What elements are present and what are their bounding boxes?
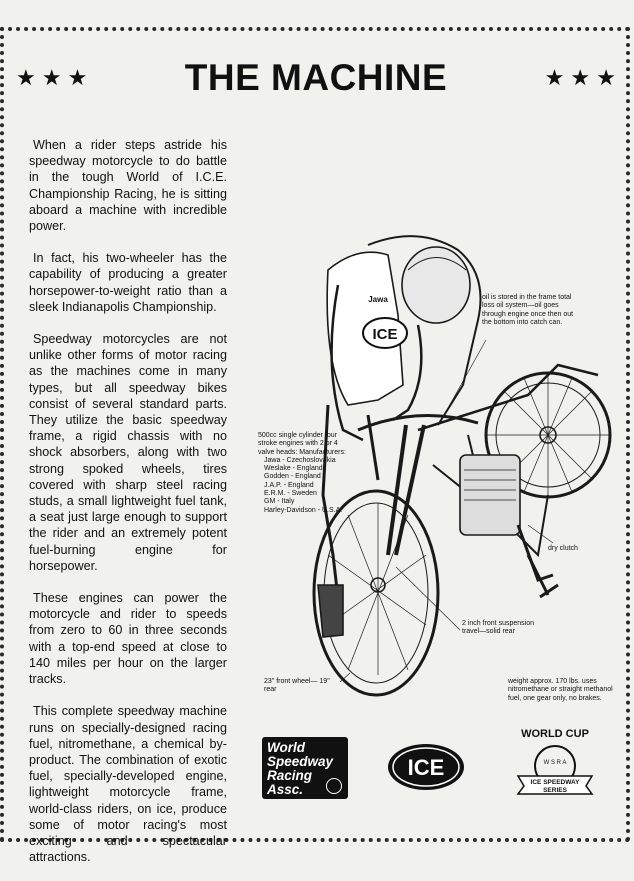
world-cup-logo (510, 728, 600, 802)
paragraph: In fact, his two-wheeler has the capability of producing a greater horsepower-to-weight ratio than a sleek Indianapolis Championship. (29, 251, 227, 314)
list-item: Harley-Davidson - U.S.A. (264, 506, 343, 514)
list-item: J.A.P. - England (264, 481, 314, 489)
list-item: Weslake - England (264, 465, 323, 473)
manufacturer-list (258, 457, 354, 515)
suspension-note: 2 inch front suspension travel—solid rear (462, 620, 534, 636)
world-cup-emblem (510, 740, 600, 800)
stars-left: ★ ★ ★ (16, 65, 88, 90)
wheel-note: 23" front wheel— 19" rear (264, 678, 330, 694)
globe-icon (326, 778, 342, 794)
world-cup-letters: W S R A (543, 760, 567, 766)
wsra-line: Speedway (267, 754, 334, 769)
world-cup-ribbon: ICE SPEEDWAY (530, 779, 580, 786)
engine-note (258, 432, 354, 515)
wsra-line: Racing (267, 768, 313, 783)
wsra-line: World (267, 740, 305, 755)
title-row (16, 58, 616, 98)
weight-note: weight approx. 170 lbs. uses nitromethane or straight methanol fuel, one gear only, no brakes. (508, 678, 613, 702)
jacket-ice-badge: ICE (372, 326, 398, 343)
paragraph: Speedway motorcycles are not unlike other forms of motor racing as the machines come in many types, but all speedway bikes consist of several standard parts. They utilize the basic speedway frame, a rigid chassis with no shock absorbers, along with two strong spoked wheels, tires covered with sharp steel racing studs, a small lightweight fuel tank, a seat just large enough to support the rider and an extremely potent fuel-burning engine for horsepower. (29, 332, 227, 573)
ice-logo (386, 742, 466, 792)
clutch-note: dry clutch (548, 545, 578, 552)
list-item: Godden - England (264, 473, 321, 481)
paragraph: This complete speedway machine runs on specially-designed racing fuel, nitromethane, a chemical by-product. The combination of exotic fuel, specially-developed engine, lightweight motorcycle frame, world-class riders, on ice, produce some of motor racing's most exciting and spectacular attractions. (29, 704, 227, 865)
oil-note: oil is stored in the frame total loss oil system—oil goes through engine once then out the bottom into catch can. (482, 294, 574, 326)
jacket-brand-text: Jawa (368, 295, 388, 304)
article-body (29, 137, 227, 881)
list-item: GM - Italy (264, 498, 295, 506)
paragraph: When a rider steps astride his speedway motorcycle to do battle in the tough World of I.C.E. Championship Racing, he is sitting aboard a machine with incredible power. (29, 138, 227, 234)
world-cup-title: WORLD CUP (521, 728, 589, 740)
page-title: THE MACHINE (184, 57, 448, 98)
engine-note-intro: 500cc single cylinder four stroke engines with 2 or 4 valve heads: Manufacturers: (258, 432, 346, 456)
stars-right: ★ ★ ★ (544, 65, 616, 90)
wsra-logo (262, 737, 348, 799)
paragraph: These engines can power the motorcycle and rider to speeds from zero to 60 in three seconds with a top-end speed at close to 140 miles per hour on the larger tracks. (29, 591, 227, 687)
world-cup-series: SERIES (543, 787, 567, 794)
wsra-line: Assc. (267, 782, 304, 797)
list-item: Jawa - Czechoslovakia (264, 456, 336, 464)
list-item: E.R.M. - Sweden (264, 490, 317, 498)
ice-logo-text: ICE (407, 755, 445, 780)
